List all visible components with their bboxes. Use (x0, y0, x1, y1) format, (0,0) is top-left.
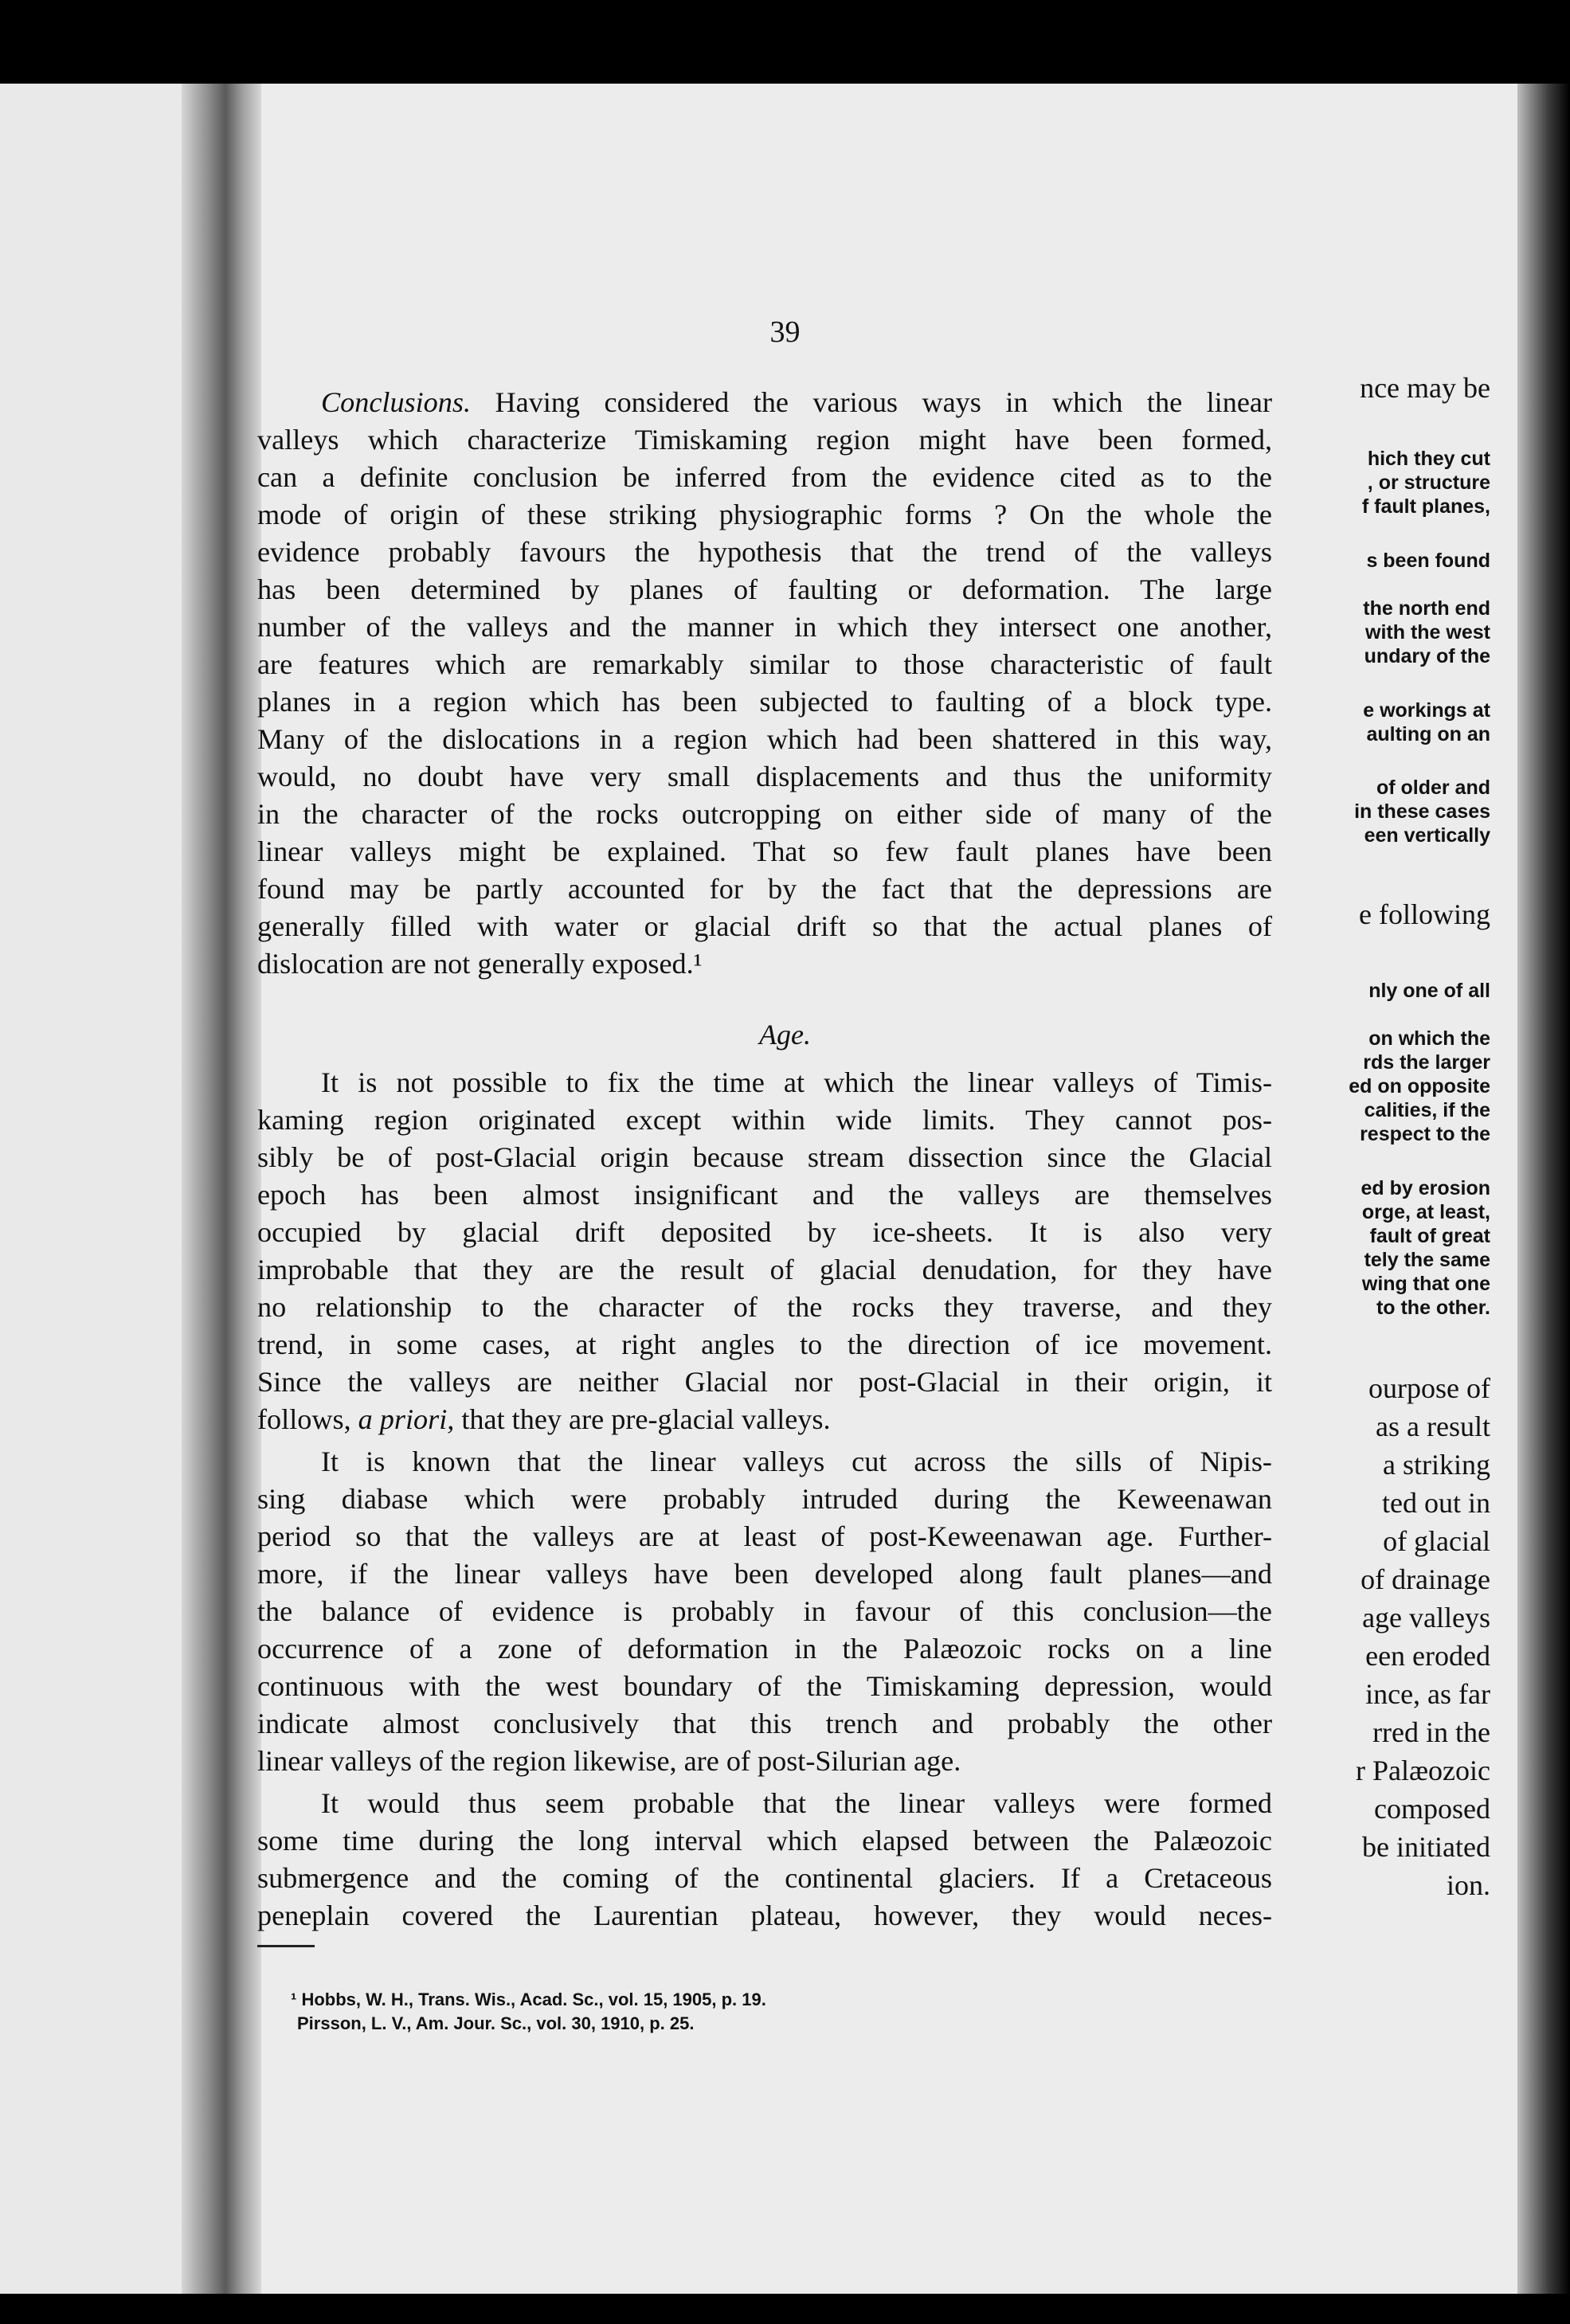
left-line: rred in the (1372, 1716, 1490, 1748)
left-line: wing that one (1361, 1273, 1490, 1295)
left-line: f fault planes, (1361, 495, 1490, 518)
text-line: generally filled with water or glacial drift so that the actual planes of (257, 910, 1272, 942)
left-line: ted out in (1382, 1487, 1490, 1519)
left-line: rds the larger (1363, 1051, 1490, 1074)
left-line: on which the (1368, 1027, 1490, 1050)
text-line: sing diabase which were probably intruded during the Keweenawan (257, 1483, 1272, 1515)
text-line: can a definite conclusion be inferred from the evidence cited as to the (257, 461, 1272, 493)
text-line: planes in a region which has been subjected to faulting of a block type. (257, 686, 1272, 718)
left-line: nly one of all (1368, 980, 1490, 1002)
left-line: be initiated (1362, 1831, 1490, 1863)
text-line: submergence and the coming of the continental glaciers. If a Cretaceous (257, 1862, 1272, 1894)
text-line: linear valleys of the region likewise, are of post-Silurian age. (257, 1745, 961, 1777)
text-line: are features which are remarkably similar to those characteristic of fault (257, 648, 1272, 680)
footnote: Pirsson, L. V., Am. Jour. Sc., vol. 30, 1910, p. 25. (297, 2013, 695, 2033)
left-line: of older and (1376, 777, 1490, 799)
left-line: e following (1359, 898, 1490, 930)
left-line: in these cases (1354, 800, 1490, 823)
left-line: s been found (1366, 550, 1490, 572)
text-line: no relationship to the character of the rocks they traverse, and they (257, 1291, 1272, 1323)
page-number: 39 (769, 315, 801, 349)
left-line: ourpose of (1368, 1372, 1490, 1404)
text-line (257, 1401, 1272, 1438)
left-line: a striking (1383, 1449, 1490, 1481)
left-line: ed on opposite (1349, 1075, 1490, 1097)
left-line: ion. (1446, 1869, 1490, 1901)
text-line: occupied by glacial drift deposited by ice-sheets. It is also very (257, 1216, 1272, 1248)
left-line: tely the same (1364, 1249, 1490, 1271)
text-line: found may be partly accounted for by the fact that the depressions are (257, 873, 1272, 905)
left-line: r Palæozoic (1356, 1755, 1490, 1786)
text-line: linear valleys might be explained. That so few fault planes have been (257, 835, 1272, 867)
text-line: sibly be of post-Glacial origin because stream dissection since the Glacial (257, 1141, 1272, 1173)
left-line: to the other. (1376, 1297, 1490, 1319)
text-span-italic: a priori, (358, 1403, 455, 1435)
text-line: has been determined by planes of faulting or deformation. The large (257, 573, 1272, 605)
text-span: follows, (257, 1403, 358, 1435)
left-line: , or structure (1367, 471, 1490, 494)
text-line: more, if the linear valleys have been developed along fault planes—and (257, 1558, 1272, 1590)
left-line: the north end (1363, 597, 1490, 620)
left-line: calities, if the (1364, 1099, 1490, 1121)
text-line: It would thus seem probable that the linear valleys were formed (321, 1787, 1272, 1819)
section-heading-age: Age. (759, 1019, 811, 1050)
text-line: It is known that the linear valleys cut across the sills of Nipis- (321, 1446, 1272, 1477)
left-line: of drainage (1361, 1563, 1490, 1595)
text-line: indicate almost conclusively that this trench and probably the other (257, 1708, 1272, 1739)
book-gutter (182, 84, 261, 2294)
text-line: continuous with the west boundary of the Timiskaming depression, would (257, 1670, 1272, 1702)
left-line: orge, at least, (1361, 1201, 1490, 1223)
text-line: Many of the dislocations in a region which had been shattered in this way, (257, 723, 1272, 755)
text-line: some time during the long interval which elapsed between the Palæozoic (257, 1825, 1272, 1856)
left-line: composed (1374, 1793, 1490, 1825)
left-line: age valleys (1362, 1602, 1490, 1633)
page-edge-shadow (1517, 84, 1570, 2294)
left-line: as a result (1376, 1410, 1490, 1442)
text-line: period so that the valleys are at least of post-Keweenawan age. Further- (257, 1520, 1272, 1552)
left-line: fault of great (1369, 1225, 1490, 1247)
conclusions-heading: Conclusions. (321, 386, 471, 418)
text-line: dislocation are not generally exposed.¹ (257, 948, 703, 980)
left-line: e workings at (1363, 699, 1490, 722)
left-line: een vertically (1364, 824, 1490, 847)
text-line: kaming region originated except within wide limits. They cannot pos- (257, 1104, 1272, 1136)
text-line: improbable that they are the result of glacial denudation, for they have (257, 1254, 1272, 1285)
text-line: epoch has been almost insignificant and the valleys are themselves (257, 1179, 1272, 1211)
text-line: evidence probably favours the hypothesis that the trend of the valleys (257, 536, 1272, 568)
footnote: ¹ Hobbs, W. H., Trans. Wis., Acad. Sc., vol. 15, 1905, p. 19. (291, 1989, 766, 2009)
text-line: It is not possible to fix the time at which the linear valleys of Timis- (321, 1066, 1272, 1098)
left-line: een eroded (1365, 1640, 1490, 1672)
text-span: that they are pre-glacial valleys. (454, 1403, 831, 1435)
text-line: in the character of the rocks outcropping on either side of many of the (257, 798, 1272, 830)
left-line: nce may be (1360, 372, 1490, 404)
text-line: number of the valleys and the manner in which they intersect one another, (257, 611, 1272, 643)
left-line: of glacial (1383, 1525, 1490, 1557)
left-line: ince, as far (1365, 1678, 1490, 1710)
text-line: Since the valleys are neither Glacial nor post-Glacial in their origin, it (257, 1366, 1272, 1398)
text-span: Having considered the various ways in which the linear (471, 386, 1272, 418)
left-line: hich they cut (1367, 448, 1490, 470)
left-line: respect to the (1360, 1123, 1490, 1145)
text-line: mode of origin of these striking physiographic forms ? On the whole the (257, 499, 1272, 530)
left-line: ed by erosion (1361, 1177, 1490, 1199)
left-line: aulting on an (1366, 723, 1490, 745)
text-line: the balance of evidence is probably in favour of this conclusion—the (257, 1595, 1272, 1627)
text-line: would, no doubt have very small displacements and thus the uniformity (257, 761, 1272, 792)
left-line: undary of the (1364, 645, 1490, 667)
text-line (321, 384, 1272, 421)
text-line: occurrence of a zone of deformation in the Palæozoic rocks on a line (257, 1633, 1272, 1665)
text-line: valleys which characterize Timiskaming region might have been formed, (257, 424, 1272, 456)
left-line: with the west (1365, 621, 1490, 644)
footnote-divider (257, 1945, 315, 1947)
text-line: peneplain covered the Laurentian plateau, however, they would neces- (257, 1899, 1272, 1931)
text-line: trend, in some cases, at right angles to the direction of ice movement. (257, 1328, 1272, 1360)
